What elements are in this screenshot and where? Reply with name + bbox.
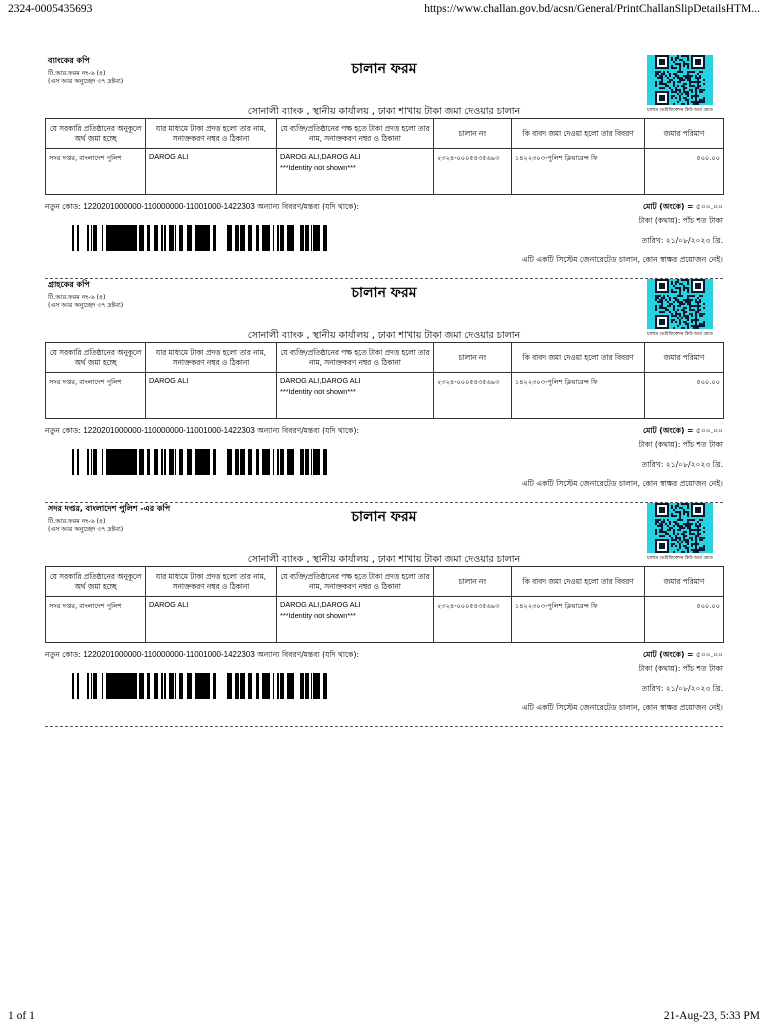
column-header: যে সরকারি প্রতিষ্ঠানের অনুকূলে অর্থ জমা হচ্ছে [46,567,146,597]
form-title: চালান ফরম [351,509,417,525]
bank-line: সোনালী ব্যাংক , স্থানীয় কার্যালয় , ঢাকা শাখায় টাকা জমা দেওয়ার চালান [247,330,521,341]
form-title: চালান ফরম [351,61,417,77]
column-header: যে সরকারি প্রতিষ্ঠানের অনুকূলে অর্থ জমা হচ্ছে [46,343,146,373]
tr-rule: (এস আর অনুচ্ছেদ ৩৭ দ্রষ্টব্য) [48,302,124,309]
system-note: এটি একটি সিস্টেম জেনারেটেড চালান, কোন স্বাক্ষর প্রয়োজন নেই। [521,479,723,488]
column-header: জমার পরিমাণ [645,343,724,373]
institution-cell: সদর দপ্তর, বাংলাদেশ পুলিশ [46,597,146,643]
total-value: ৫০০.০০ [693,202,723,211]
date-line: তারিখ: ২১/০৮/২০২৩ খ্রি. [641,684,723,693]
institution-cell: সদর দপ্তর, বাংলাদেশ পুলিশ [46,149,146,195]
code-value: 1220201000000-110000000-11001000-1422303 [83,202,255,211]
column-header: যে ব্যক্তি/প্রতিষ্ঠানের পক্ষ হতে টাকা প্রদত্ত হলো তার নাম, সনাক্তকরণ নম্বর ও ঠিকানা [277,343,434,373]
challan-no-cell: ২৩২৪-০০০৫৪৩৫৬৯৩ [434,373,512,419]
column-header: চালান নং [434,119,512,149]
code-line [45,201,359,214]
depositor-cell: DAROG ALI [146,373,277,419]
total-label: মোট (অংকে) = [643,202,694,211]
qr-code [647,279,713,329]
column-header: যে ব্যক্তি/প্রতিষ্ঠানের পক্ষ হতে টাকা প্রদত্ত হলো তার নাম, সনাক্তকরণ নম্বর ও ঠিকানা [277,119,434,149]
payer-cell [277,149,434,195]
copy-label: গ্রাহকের কপি [48,280,90,289]
column-header: জমার পরিমাণ [645,567,724,597]
challan-table [45,342,724,419]
total-figures [643,649,723,662]
tr-form-no: টি.আর.ফরম নং-৬ (৪) [48,294,106,301]
column-header: চালান নং [434,567,512,597]
barcode [68,225,327,251]
code-prefix: নতুন কোড: [45,202,84,211]
tr-rule: (এস আর অনুচ্ছেদ ৩৭ দ্রষ্টব্য) [48,78,124,85]
date-line: তারিখ: ২১/০৮/২০২৩ খ্রি. [641,460,723,469]
total-figures [643,425,723,438]
total-value: ৫০০.০০ [693,426,723,435]
table-row [46,597,724,643]
tr-rule: (এস আর অনুচ্ছেদ ৩৭ দ্রষ্টব্য) [48,526,124,533]
challan-no-cell: ২৩২৪-০০০৫৪৩৫৬৯৩ [434,597,512,643]
depositor-cell: DAROG ALI [146,597,277,643]
cut-line-divider [45,726,723,727]
total-words: টাকা (কথায়): পাঁচ শত টাকা [638,664,723,673]
print-header-left: 2324-0005435693 [8,3,93,15]
code-line [45,649,359,662]
qr-caption: চালান ভেরিফিকেশন কিউ আর কোড [647,332,713,337]
total-label: মোট (অংকে) = [643,426,694,435]
qr-code [647,55,713,105]
copy-label: ব্যাংকের কপি [48,56,90,65]
payer-note: ***Identity not shown*** [280,387,356,396]
total-value: ৫০০.০০ [693,650,723,659]
column-header: কি বাবদ জমা দেওয়া হলো তার বিবরণ [512,567,645,597]
payer-name: DAROG ALI,DAROG ALI [280,152,361,161]
bank-line: সোনালী ব্যাংক , স্থানীয় কার্যালয় , ঢাকা শাখায় টাকা জমা দেওয়ার চালান [247,554,521,565]
code-value: 1220201000000-110000000-11001000-1422303 [83,426,255,435]
column-header: যে ব্যক্তি/প্রতিষ্ঠানের পক্ষ হতে টাকা প্রদত্ত হলো তার নাম, সনাক্তকরণ নম্বর ও ঠিকানা [277,567,434,597]
total-words: টাকা (কথায়): পাঁচ শত টাকা [638,216,723,225]
copy-label: সদর দপ্তর, বাংলাদেশ পুলিশ -এর কপি [48,504,171,513]
amount-cell: ৫০০.০০ [645,373,724,419]
total-label: মোট (অংকে) = [643,650,694,659]
payer-cell [277,597,434,643]
purpose-cell: ১৪২২৩০৩-পুলিশ ক্লিয়ারেন্স ফি [512,597,645,643]
qr-caption: চালান ভেরিফিকেশন কিউ আর কোড [647,556,713,561]
amount-cell: ৫০০.০০ [645,597,724,643]
code-prefix: নতুন কোড: [45,650,84,659]
police-hq-copy-slip [45,503,723,727]
purpose-cell: ১৪২২৩০৩-পুলিশ ক্লিয়ারেন্স ফি [512,149,645,195]
qr-code [647,503,713,553]
print-footer-datetime: 21-Aug-23, 5:33 PM [663,1010,760,1022]
table-row [46,149,724,195]
tr-form-no: টি.আর.ফরম নং-৬ (৪) [48,518,106,525]
purpose-cell: ১৪২২৩০৩-পুলিশ ক্লিয়ারেন্স ফি [512,373,645,419]
tr-form-no: টি.আর.ফরম নং-৬ (৪) [48,70,106,77]
table-row [46,373,724,419]
payer-name: DAROG ALI,DAROG ALI [280,600,361,609]
code-suffix: অন্যান্য বিবরণ/মন্তব্য (যদি থাকে): [254,650,360,659]
bank-line: সোনালী ব্যাংক , স্থানীয় কার্যালয় , ঢাকা শাখায় টাকা জমা দেওয়ার চালান [247,106,521,117]
bank-copy-slip [45,55,723,279]
payer-note: ***Identity not shown*** [280,163,356,172]
system-note: এটি একটি সিস্টেম জেনারেটেড চালান, কোন স্বাক্ষর প্রয়োজন নেই। [521,255,723,264]
column-header: যার মাধ্যমে টাকা প্রদত্ত হলো তার নাম, সনাক্তকরণ নম্বর ও ঠিকানা [146,567,277,597]
code-value: 1220201000000-110000000-11001000-1422303 [83,650,255,659]
payer-name: DAROG ALI,DAROG ALI [280,376,361,385]
amount-cell: ৫০০.০০ [645,149,724,195]
print-footer-page: 1 of 1 [8,1010,35,1022]
total-figures [643,201,723,214]
table-header-row [46,567,724,597]
column-header: যার মাধ্যমে টাকা প্রদত্ত হলো তার নাম, সনাক্তকরণ নম্বর ও ঠিকানা [146,119,277,149]
column-header: যে সরকারি প্রতিষ্ঠানের অনুকূলে অর্থ জমা হচ্ছে [46,119,146,149]
challan-table [45,566,724,643]
column-header: যার মাধ্যমে টাকা প্রদত্ত হলো তার নাম, সনাক্তকরণ নম্বর ও ঠিকানা [146,343,277,373]
qr-caption: চালান ভেরিফিকেশন কিউ আর কোড [647,108,713,113]
column-header: চালান নং [434,343,512,373]
payer-cell [277,373,434,419]
code-suffix: অন্যান্য বিবরণ/মন্তব্য (যদি থাকে): [254,426,360,435]
institution-cell: সদর দপ্তর, বাংলাদেশ পুলিশ [46,373,146,419]
depositor-cell: DAROG ALI [146,149,277,195]
column-header: জমার পরিমাণ [645,119,724,149]
code-line [45,425,359,438]
print-header-url: https://www.challan.gov.bd/acsn/General/PrintChallanSlipDetailsHTM... [424,3,760,15]
table-header-row [46,119,724,149]
barcode [68,449,327,475]
column-header: কি বাবদ জমা দেওয়া হলো তার বিবরণ [512,119,645,149]
date-line: তারিখ: ২১/০৮/২০২৩ খ্রি. [641,236,723,245]
barcode [68,673,327,699]
code-prefix: নতুন কোড: [45,426,84,435]
form-title: চালান ফরম [351,285,417,301]
challan-table [45,118,724,195]
table-header-row [46,343,724,373]
customer-copy-slip [45,279,723,503]
column-header: কি বাবদ জমা দেওয়া হলো তার বিবরণ [512,343,645,373]
system-note: এটি একটি সিস্টেম জেনারেটেড চালান, কোন স্বাক্ষর প্রয়োজন নেই। [521,703,723,712]
total-words: টাকা (কথায়): পাঁচ শত টাকা [638,440,723,449]
code-suffix: অন্যান্য বিবরণ/মন্তব্য (যদি থাকে): [254,202,360,211]
challan-no-cell: ২৩২৪-০০০৫৪৩৫৬৯৩ [434,149,512,195]
payer-note: ***Identity not shown*** [280,611,356,620]
